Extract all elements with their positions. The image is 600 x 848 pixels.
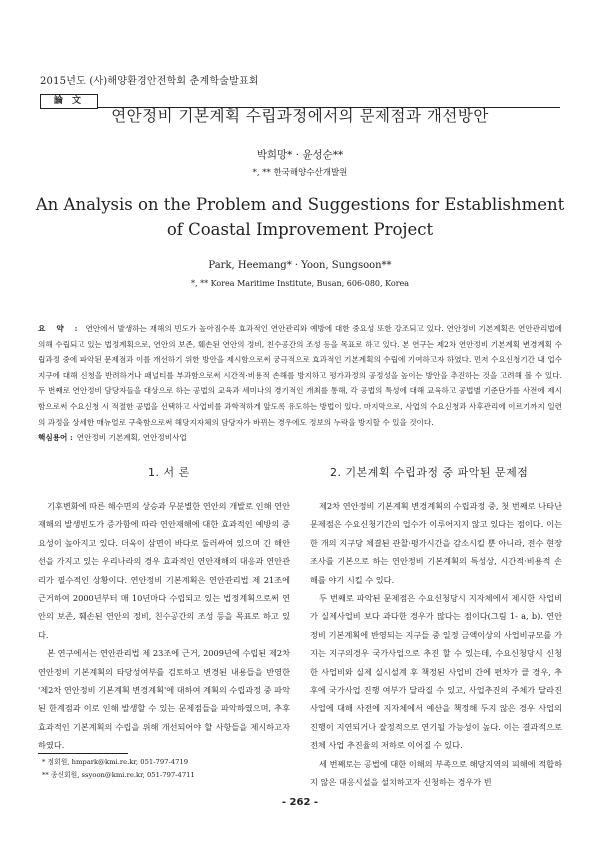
paragraph: 기후변화에 따른 해수면의 상승과 무분별한 연안의 개발로 인해 연안재해의 발생빈도가 증가함에 따라 연안재해에 대한 효과적인 예방의 중요성이 높아지고 있다. 더욱이 삼면이 바다로 둘러싸여 있으며 긴 해안선을 가지고 있는 우리나라의 경우 효과적인 연안재해의 대응과 연안관리가 필수적인 상황이다. 연안정비 기본계획은 연안관리법 제 21조에 근거하여 2000년부터 매 10년마다 수립되고 있는 법정계획으로써 연안의 보존, 훼손된 연안의 정비, 친수공간의 조성 등을 목표로 하고 있다. (38, 501, 290, 640)
conference-header: 2015년도 (사)해양환경안전학회 춘계학술발표회 (40, 76, 259, 87)
keywords-text: 연안정비 기본계획, 연안정비사업 (76, 433, 187, 442)
right-column (310, 497, 562, 792)
paragraph: 본 연구에서는 연안관리법 제 23조에 근거, 2009년에 수립된 제2차 연안정비 기본계획의 타당성여부를 검토하고 변경된 내용들을 반영한 '제2차 연안정비 기본계획 변경계획'에 대하여 계획의 수립과정 중 파악된 한계점과 이로 인해 발생할 수 있는 문제점들을 파악하였으며, 추후 효과적인 기본계획의 수립을 위해 개선되어야 할 사항들을 제시하고자 하였다. (38, 648, 290, 751)
paragraph: 제2차 연안정비 기본계획 변경계획의 수립과정 중, 첫 번째로 나타난 문제점은 수요신청기간의 업수가 이루어지지 않고 있다는 점이다. 이는 한 개의 지구당 체결된 관찰·평가시간을 감소시킬 뿐 아니라, 전수 현장조사를 기본으로 하는 연안정비 기본계획의 특성상, 시간적·비용적 손해를 야기 시킬 수 있다. (310, 501, 562, 585)
footnote: ** 종신회원, ssyoon@kmi.re.kr, 051-797-4711 (42, 771, 195, 779)
english-title-line1: An Analysis on the Problem and Suggestions for Establishment (35, 195, 565, 214)
section2-title: 2. 기본계획 수립과정 중 파악된 문제점 (330, 466, 529, 479)
footnotes (42, 756, 195, 782)
section1-title: 1. 서 론 (148, 466, 190, 479)
abstract (38, 321, 562, 430)
footnote-rule (38, 753, 128, 754)
abstract-text: 연안에서 발생하는 재해의 빈도가 높아짐수록 효과적인 연안관리와 예방에 대한 중요성 또한 강조되고 있다. 연안정비 기본계획은 연안관리법에 의해 수립되고 있는 법정계획으로, 연안의 보존, 훼손된 연안의 정비, 친수공간의 조성 등을 목표로 하고 있다. 본 연구는 제2차 연안정비 기본계획 변경계획 수립과정 중에 파악된 문제점과 이를 개선하기 위한 방안을 제시함으로써 궁극적으로 효과적인 기본계획의 수립에 기여하고자 하였다. 먼저 수요신청기간 내 업수 지구에 대해 신청을 반려하거나 패널티를 부과함으로써 시간적·비용적 손해를 방지하고 평가과정의 공정성을 높이는 방안을 추진하는 것을 고려해 볼 수 있다. 두 번째로 연안정비 담당자들을 대상으로 하는 공법의 교육과 세미나의 경기적인 개최를 통해, 각 공법의 특성에 대해 교육하고 공법별 기준단가를 사전에 제시함으로써 수요신청 시 적절한 공법을 선택하고 사업비를 과학적하게 앞도록 유도하는 방법이 있다. 마지막으로, 사업의 수요신청과 사후관리에 이르기까지 일련의 과정을 상세한 매뉴얼로 구축함으로써 해당지자체의 담당자가 바뀌는 경우에도 정보의 누락을 방지할 수 있을 것이다. (38, 324, 562, 427)
abstract-label: 요 약 : (38, 324, 82, 333)
english-authors: Park, Heemang* · Yoon, Sungsoon** (208, 260, 392, 271)
keywords (38, 432, 562, 443)
english-title-line2: of Coastal Improvement Project (166, 220, 434, 239)
english-title (0, 192, 600, 242)
korean-title: 연안정비 기본계획 수립과정에서의 문제점과 개선방안 (111, 107, 489, 125)
paragraph: 두 번째로 파악된 문제점은 수요신청당시 지자체에서 제시한 사업비가 실제사업비 보다 과다한 경우가 많다는 점이다(그림 1- a, b). 연안정비 기본계획에 반영되는 지구들 중 일정 금액이상의 사업비규모를 가지는 지구의경우 국가사업으로 추진 할 수 있는데, 수요신청당시 신청한 사업비와 실제 실시설계 후 책정된 사업비 간에 편차가 클 경우, 추후에 국가사업 진행 여부가 달라질 수 있고, 사업추진의 주체가 달라진 사업에 대해 사전에 지자체에서 예산을 책정해 두지 않은 경우 사업의 진행이 지연되거나 잘정적으로 연기될 가능성이 높다. 이는 결과적으로 전체 사업 추진율의 저하로 이어질 수 있다. (310, 593, 562, 751)
keywords-label: 핵심용어 : (38, 433, 73, 442)
page-number: - 262 - (281, 797, 319, 808)
korean-authors: 박희망* · 윤성순** (256, 149, 344, 161)
left-column (38, 497, 290, 755)
english-affiliation: *, ** Korea Maritime Institute, Busan, 606-080, Korea (190, 279, 410, 288)
footnote: * 정회원, hmpark@kmi.re.kr, 051-797-4719 (42, 758, 189, 766)
paragraph: 세 번째로는 공법에 대한 이해의 부족으로 해당지역의 피해에 적합하지 않은 대응시설을 설치하고자 신청하는 경우가 빈 (310, 758, 562, 788)
korean-affiliation: *, ** 한국해양수산개발원 (252, 168, 348, 178)
article-type-badge: 論 文 (40, 94, 98, 109)
